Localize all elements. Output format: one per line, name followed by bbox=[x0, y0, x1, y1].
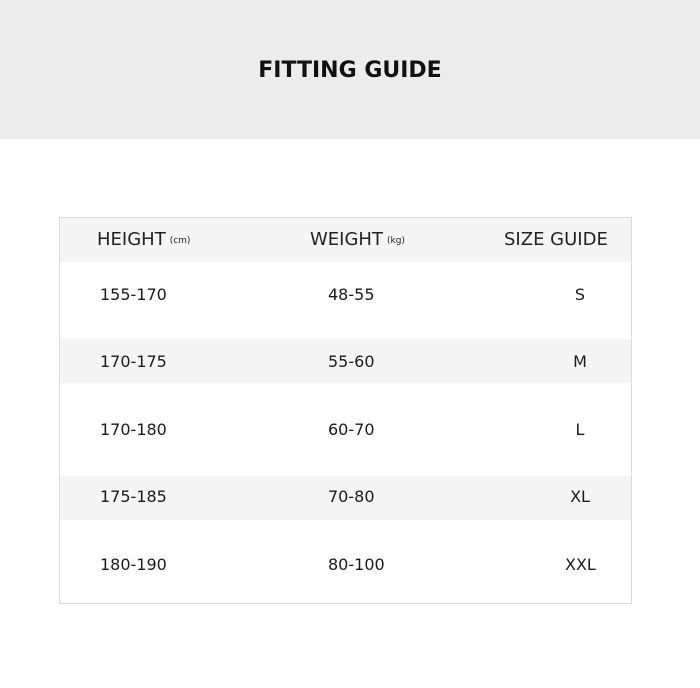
header-weight-label: WEIGHT bbox=[310, 229, 383, 250]
table-row-5-weight: 80-100 bbox=[328, 555, 385, 574]
table-row-4-size: XL bbox=[570, 487, 590, 506]
table-row-2-size: M bbox=[573, 352, 587, 371]
header-weight bbox=[310, 229, 405, 250]
table-row-3-weight: 60-70 bbox=[328, 420, 375, 439]
table-row-5-size: XXL bbox=[565, 555, 596, 574]
header-height bbox=[97, 229, 190, 250]
table-row-2-weight: 55-60 bbox=[328, 352, 375, 371]
table-row-5-height: 180-190 bbox=[100, 555, 167, 574]
table-row-1-height: 155-170 bbox=[100, 285, 167, 304]
table-row-2-height: 170-175 bbox=[100, 352, 167, 371]
header-weight-unit: (kg) bbox=[386, 236, 405, 246]
size-table bbox=[59, 217, 632, 604]
table-row-1-size: S bbox=[574, 285, 586, 304]
table-row-3-size: L bbox=[575, 420, 585, 439]
header-height-label: HEIGHT bbox=[97, 229, 166, 250]
header-height-unit: (cm) bbox=[169, 236, 191, 246]
header-banner bbox=[0, 0, 700, 139]
table-row-4-weight: 70-80 bbox=[328, 487, 375, 506]
table-row-4-height: 175-185 bbox=[100, 487, 167, 506]
table-row-3-height: 170-180 bbox=[100, 420, 167, 439]
header-size-guide: SIZE GUIDE bbox=[504, 229, 608, 250]
page-title: FITTING GUIDE bbox=[258, 58, 442, 83]
table-row-1-weight: 48-55 bbox=[328, 285, 375, 304]
